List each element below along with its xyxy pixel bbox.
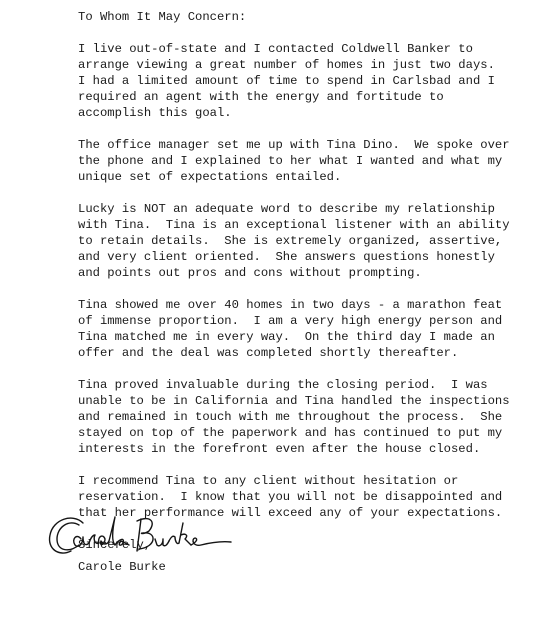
paragraph-line: Tina proved invaluable during the closing period. I was <box>78 378 488 392</box>
handwritten-signature <box>45 505 235 565</box>
paragraph <box>78 201 548 281</box>
paragraph-line: offer and the deal was completed shortly thereafter. <box>78 346 459 360</box>
paragraph-line: required an agent with the energy and fortitude to <box>78 90 444 104</box>
paragraph-line: reservation. I know that you will not be disappointed and <box>78 490 503 504</box>
paragraph-line: unique set of expectations entailed. <box>78 170 342 184</box>
paragraph <box>78 137 548 185</box>
paragraph-line: Lucky is NOT an adequate word to describe my relationship <box>78 202 495 216</box>
paragraph-line: unable to be in California and Tina handled the inspections <box>78 394 510 408</box>
paragraph-line: accomplish this goal. <box>78 106 232 120</box>
paragraph-line: Tina matched me in every way. On the third day I made an <box>78 330 495 344</box>
paragraph-line: the phone and I explained to her what I wanted and what my <box>78 154 503 168</box>
salutation: To Whom It May Concern: <box>78 10 247 24</box>
paragraph-line: stayed on top of the paperwork and has continued to put my <box>78 426 503 440</box>
paragraph-line: The office manager set me up with Tina Dino. We spoke over <box>78 138 510 152</box>
paragraph-line: that her performance will exceed any of your expectations. <box>78 506 503 520</box>
letter-paragraphs <box>78 41 548 521</box>
paragraph-line: arrange viewing a great number of homes in just two days. <box>78 58 495 72</box>
paragraph <box>78 297 548 361</box>
paragraph-line: interests in the forefront even after the house closed. <box>78 442 481 456</box>
paragraph-line: Tina showed me over 40 homes in two days - a marathon feat <box>78 298 503 312</box>
paragraph-line: and very client oriented. She answers questions honestly <box>78 250 495 264</box>
paragraph-line: I live out-of-state and I contacted Coldwell Banker to <box>78 42 473 56</box>
paragraph-line: with Tina. Tina is an exceptional listener with an ability <box>78 218 510 232</box>
paragraph-line: to retain details. She is extremely organized, assertive, <box>78 234 503 248</box>
paragraph <box>78 41 548 121</box>
paragraph-line: of immense proportion. I am a very high energy person and <box>78 314 503 328</box>
paragraph-line: and points out pros and cons without prompting. <box>78 266 422 280</box>
paragraph-line: I had a limited amount of time to spend in Carlsbad and I <box>78 74 495 88</box>
closing: Sincerely, <box>78 538 152 552</box>
paragraph-line: I recommend Tina to any client without hesitation or <box>78 474 459 488</box>
paragraph <box>78 377 548 457</box>
letter-body <box>78 9 548 553</box>
typed-signer-name: Carole Burke <box>78 560 166 574</box>
paragraph-line: and remained in touch with me throughout the process. She <box>78 410 503 424</box>
